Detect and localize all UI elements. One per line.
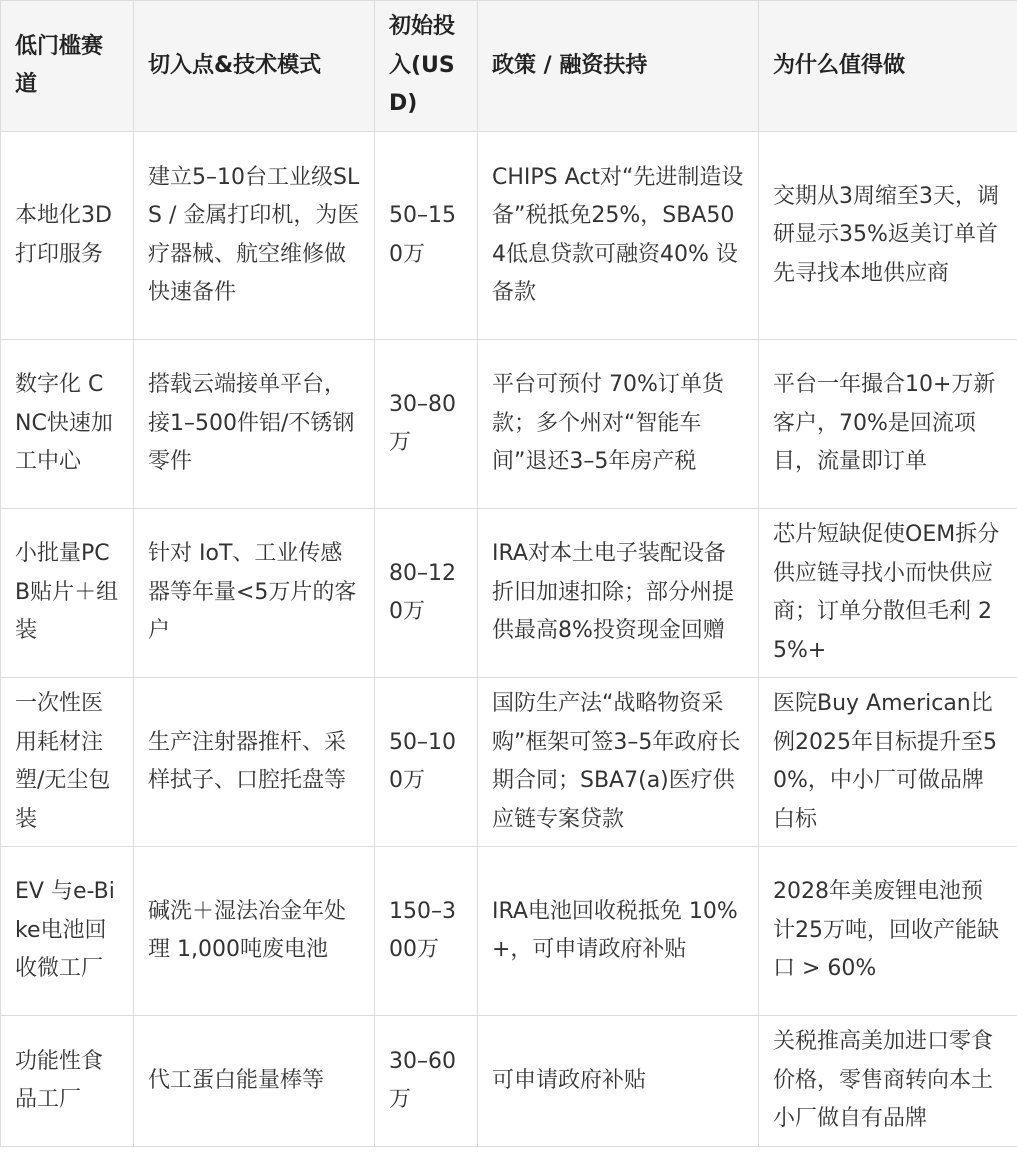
cell-policy: IRA电池回收税抵免 10%+，可申请政府补贴 (478, 847, 759, 1016)
header-entry-model: 切入点&技术模式 (134, 1, 375, 132)
cell-investment: 30–60万 (375, 1016, 478, 1147)
cell-entry-model: 碱洗＋湿法冶金年处理 1,000吨废电池 (134, 847, 375, 1016)
cell-entry-model: 生产注射器推杆、采样拭子、口腔托盘等 (134, 678, 375, 847)
cell-reason: 医院Buy American比例2025年目标提升至50%，中小厂可做品牌白标 (759, 678, 1017, 847)
cell-policy: 可申请政府补贴 (478, 1016, 759, 1147)
cell-track: 功能性食品工厂 (1, 1016, 134, 1147)
cell-investment: 150–300万 (375, 847, 478, 1016)
table-header-row (1, 1, 1017, 132)
table-row (1, 1016, 1017, 1147)
cell-investment: 30–80万 (375, 340, 478, 509)
table-row (1, 132, 1017, 340)
cell-track: EV 与e-Bike电池回收微工厂 (1, 847, 134, 1016)
cell-track: 小批量PCB贴片＋组装 (1, 509, 134, 678)
cell-track: 本地化3D打印服务 (1, 132, 134, 340)
table-row (1, 678, 1017, 847)
cell-track: 一次性医用耗材注塑/无尘包装 (1, 678, 134, 847)
header-why-worth-it: 为什么值得做 (759, 1, 1017, 132)
cell-entry-model: 建立5–10台工业级SLS / 金属打印机，为医疗器械、航空维修做快速备件 (134, 132, 375, 340)
cell-entry-model: 针对 IoT、工业传感器等年量<5万片的客户 (134, 509, 375, 678)
cell-entry-model: 搭载云端接单平台，接1–500件铝/不锈钢零件 (134, 340, 375, 509)
cell-investment: 50–150万 (375, 132, 478, 340)
cell-policy: IRA对本土电子装配设备折旧加速扣除；部分州提供最高8%投资现金回赠 (478, 509, 759, 678)
cell-entry-model: 代工蛋白能量棒等 (134, 1016, 375, 1147)
header-initial-investment: 初始投入(USD) (375, 1, 478, 132)
table-row (1, 509, 1017, 678)
header-policy-financing: 政策 / 融资扶持 (478, 1, 759, 132)
cell-investment: 80–120万 (375, 509, 478, 678)
cell-reason: 芯片短缺促使OEM拆分供应链寻找小而快供应商；订单分散但毛利 25%+ (759, 509, 1017, 678)
cell-reason: 2028年美废锂电池预计25万吨，回收产能缺口 > 60% (759, 847, 1017, 1016)
cell-reason: 交期从3周缩至3天，调研显示35%返美订单首先寻找本地供应商 (759, 132, 1017, 340)
cell-track: 数字化 CNC快速加工中心 (1, 340, 134, 509)
cell-policy: CHIPS Act对“先进制造设备”税抵免25%，SBA504低息贷款可融资40% 设备款 (478, 132, 759, 340)
cell-investment: 50–100万 (375, 678, 478, 847)
cell-reason: 关税推高美加进口零食价格，零售商转向本土小厂做自有品牌 (759, 1016, 1017, 1147)
cell-reason: 平台一年撮合10+万新客户，70%是回流项目，流量即订单 (759, 340, 1017, 509)
table-row (1, 340, 1017, 509)
header-track: 低门槛赛道 (1, 1, 134, 132)
cell-policy: 国防生产法“战略物资采购”框架可签3–5年政府长期合同；SBA7(a)医疗供应链专案贷款 (478, 678, 759, 847)
table-row (1, 847, 1017, 1016)
cell-policy: 平台可预付 70%订单货款；多个州对“智能车间”退还3–5年房产税 (478, 340, 759, 509)
